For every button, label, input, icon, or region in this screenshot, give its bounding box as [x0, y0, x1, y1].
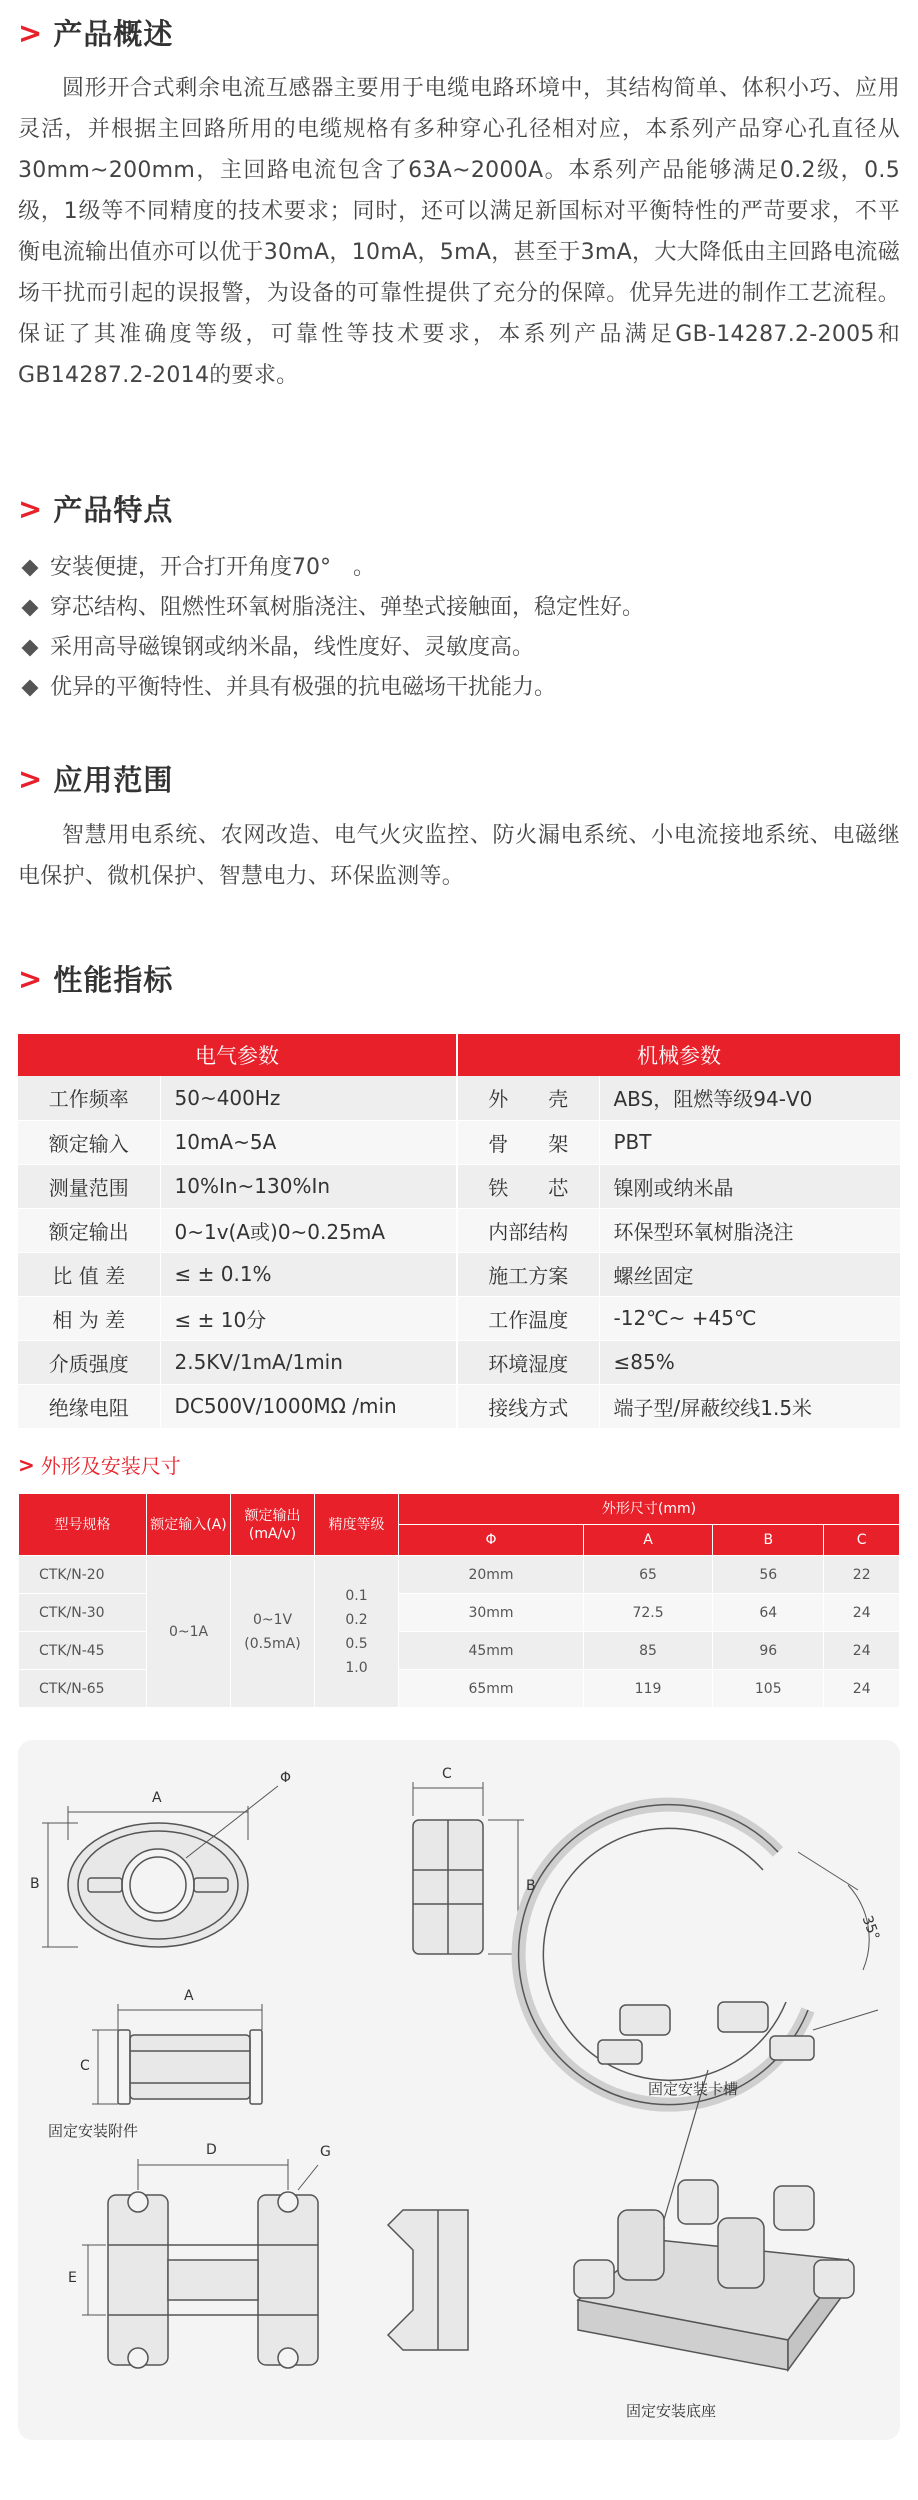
diamond-bullet-icon: [22, 640, 39, 657]
param-label: 相 为 差: [18, 1296, 160, 1340]
label-base: 固定安装底座: [626, 2402, 717, 2420]
param-label: 额定输出: [18, 1208, 160, 1252]
accuracy-value: 0.2: [345, 1611, 368, 1628]
dim-letter-e: E: [68, 2270, 77, 2286]
param-label: 额定输入: [18, 1120, 160, 1164]
param-value: 端子型/屏蔽绞线1.5米: [599, 1384, 900, 1428]
dim-letter-c: C: [442, 1766, 452, 1782]
table-row: [18, 1208, 900, 1252]
param-label: 工作频率: [18, 1076, 160, 1120]
electrical-header: 电气参数: [18, 1034, 457, 1076]
section-arrow-icon: >: [18, 15, 44, 50]
col-accuracy: 精度等级: [315, 1494, 399, 1556]
diamond-bullet-icon: [22, 680, 39, 697]
table-row: [18, 1252, 900, 1296]
base-perspective-view: [574, 2180, 854, 2370]
dim-letter-a: A: [152, 1790, 162, 1806]
performance-title-text: 性能指标: [53, 963, 174, 997]
ring-side-view: [413, 1820, 483, 1954]
param-label: 比 值 差: [18, 1252, 160, 1296]
ring-top-view: [68, 1823, 248, 1947]
param-value: 环保型环氧树脂浇注: [599, 1208, 900, 1252]
dim-letter-d: D: [206, 2142, 217, 2158]
diamond-bullet-icon: [22, 600, 39, 617]
technical-drawing: [18, 1740, 900, 2440]
param-value: PBT: [599, 1120, 900, 1164]
performance-table: [18, 1034, 900, 1429]
section-arrow-icon: >: [18, 961, 44, 996]
cell-b: 105: [713, 1670, 824, 1708]
col-phi: Φ: [399, 1525, 584, 1556]
param-label: 内部结构: [457, 1208, 599, 1252]
features-title: [18, 488, 173, 529]
overview-title: [18, 12, 173, 53]
cell-a: 85: [583, 1632, 712, 1670]
cell-phi: 30mm: [399, 1594, 584, 1632]
cell-phi: 45mm: [399, 1632, 584, 1670]
cell-c: 24: [824, 1670, 900, 1708]
table-row: [18, 1164, 900, 1208]
table-row: [18, 1076, 900, 1120]
param-value: ABS，阻燃等级94-V0: [599, 1076, 900, 1120]
dim-letter-b: B: [526, 1878, 536, 1894]
section-arrow-icon: >: [18, 1452, 35, 1477]
param-label: 环境湿度: [457, 1340, 599, 1384]
rated-output-line2: (0.5mA): [244, 1635, 301, 1652]
param-label: 骨 架: [457, 1120, 599, 1164]
label-clip: 固定安装卡槽: [648, 2080, 739, 2098]
ring-open-view: [519, 1805, 878, 2105]
param-value: 0~1v(A或)0~0.25mA: [160, 1208, 457, 1252]
param-label: 外 壳: [457, 1076, 599, 1120]
cell-model: CTK/N-30: [19, 1594, 147, 1632]
accuracy-value: 1.0: [345, 1659, 368, 1676]
cell-c: 24: [824, 1594, 900, 1632]
param-value: 螺丝固定: [599, 1252, 900, 1296]
param-label: 接线方式: [457, 1384, 599, 1428]
col-rated-input: 额定输入(A): [147, 1494, 231, 1556]
table-row: [18, 1296, 900, 1340]
cell-model: CTK/N-65: [19, 1670, 147, 1708]
ring-front-view: [118, 2030, 262, 2104]
feature-text: 安装便捷，开合打开角度70° 。: [50, 555, 375, 580]
param-value: DC500V/1000MΩ /min: [160, 1384, 457, 1428]
accessory-side-view: [388, 2210, 468, 2350]
feature-text: 采用高导磁镍钢或纳米晶，线性度好、灵敏度高。: [50, 635, 535, 660]
dim-letter-angle: 35°: [858, 1913, 883, 1943]
list-item: [18, 588, 900, 628]
param-value: 50~400Hz: [160, 1076, 457, 1120]
dim-letter-a: A: [184, 1988, 194, 2004]
performance-title: [18, 958, 173, 999]
param-value: 镍刚或纳米晶: [599, 1164, 900, 1208]
param-label: 铁 芯: [457, 1164, 599, 1208]
col-rated-output: 额定输出(mA/v): [231, 1494, 315, 1556]
cell-c: 24: [824, 1632, 900, 1670]
param-label: 工作温度: [457, 1296, 599, 1340]
cell-b: 56: [713, 1556, 824, 1594]
cell-rated-output: [231, 1556, 315, 1708]
accessory-front-view: [108, 2192, 318, 2368]
table-row: [18, 1120, 900, 1164]
cell-b: 64: [713, 1594, 824, 1632]
col-size: 外形尺寸(mm): [399, 1494, 900, 1525]
table-row: [19, 1556, 900, 1594]
param-value: 10%In~130%In: [160, 1164, 457, 1208]
rated-output-line1: 0~1V: [252, 1611, 293, 1628]
cell-rated-input: 0~1A: [147, 1556, 231, 1708]
section-arrow-icon: >: [18, 761, 44, 796]
table-row: [18, 1340, 900, 1384]
application-text: 智慧用电系统、农网改造、电气火灾监控、防火漏电系统、小电流接地系统、电磁继电保护、微机保护、智慧电力、环保监测等。: [18, 823, 900, 889]
col-a: A: [583, 1525, 712, 1556]
dim-letter-phi: Φ: [280, 1770, 292, 1786]
param-value: -12℃~ +45℃: [599, 1296, 900, 1340]
param-value: 2.5KV/1mA/1min: [160, 1340, 457, 1384]
param-label: 绝缘电阻: [18, 1384, 160, 1428]
cell-model: CTK/N-45: [19, 1632, 147, 1670]
table-row: [18, 1384, 900, 1428]
cell-c: 22: [824, 1556, 900, 1594]
param-value: ≤ ± 0.1%: [160, 1252, 457, 1296]
param-label: 测量范围: [18, 1164, 160, 1208]
application-title-text: 应用范围: [53, 763, 174, 797]
param-label: 介质强度: [18, 1340, 160, 1384]
features-title-text: 产品特点: [53, 493, 174, 527]
dimensions-table: [18, 1493, 900, 1708]
list-item: [18, 668, 900, 708]
overview-title-text: 产品概述: [53, 17, 174, 51]
cell-model: CTK/N-20: [19, 1556, 147, 1594]
list-item: [18, 548, 900, 588]
accuracy-value: 0.1: [345, 1587, 368, 1604]
feature-text: 穿芯结构、阻燃性环氧树脂浇注、弹垫式接触面，稳定性好。: [50, 595, 645, 620]
col-model: 型号规格: [19, 1494, 147, 1556]
cell-a: 119: [583, 1670, 712, 1708]
section-arrow-icon: >: [18, 491, 44, 526]
application-title: [18, 758, 173, 799]
dim-letter-b: B: [30, 1876, 40, 1892]
dimensions-title: [18, 1450, 181, 1479]
col-c: C: [824, 1525, 900, 1556]
mechanical-header: 机械参数: [457, 1034, 900, 1076]
cell-a: 72.5: [583, 1594, 712, 1632]
param-value: ≤85%: [599, 1340, 900, 1384]
dimensions-title-text: 外形及安装尺寸: [40, 1454, 181, 1478]
cell-a: 65: [583, 1556, 712, 1594]
drawing-svg: [18, 1740, 900, 2440]
label-accessory: 固定安装附件: [48, 2122, 139, 2140]
feature-text: 优异的平衡特性、并具有极强的抗电磁场干扰能力。: [50, 675, 557, 700]
param-value: ≤ ± 10分: [160, 1296, 457, 1340]
accuracy-value: 0.5: [345, 1635, 368, 1652]
cell-phi: 65mm: [399, 1670, 584, 1708]
cell-phi: 20mm: [399, 1556, 584, 1594]
cell-accuracy: [315, 1556, 399, 1708]
overview-text: 圆形开合式剩余电流互感器主要用于电缆电路环境中，其结构简单、体积小巧、应用灵活，并根据主回路所用的电缆规格有多种穿心孔径相对应，本系列产品穿心孔直径从30mm~200mm，主回路电流包含了63A~2000A。本系列产品能够满足0.2级，0.5级，1级等不同精度的技术要求；同时，还可以满足新国标对平衡特性的严苛要求，不平衡电流输出值亦可以优于30mA，10mA，5mA，甚至于3mA，大大降低由主回路电流磁场干扰而引起的误报警，为设备的可靠性提供了充分的保障。优异先进的制作工艺流程。保证了其准确度等级，可靠性等技术要求，本系列产品满足GB-14287.2-2005和GB14287.2-2014的要求。: [18, 76, 900, 388]
list-item: [18, 628, 900, 668]
diamond-bullet-icon: [22, 560, 39, 577]
dim-letter-c: C: [80, 2058, 90, 2074]
dim-letter-g: G: [320, 2144, 331, 2160]
feature-list: [18, 548, 900, 708]
col-b: B: [713, 1525, 824, 1556]
cell-b: 96: [713, 1632, 824, 1670]
param-value: 10mA~5A: [160, 1120, 457, 1164]
param-label: 施工方案: [457, 1252, 599, 1296]
